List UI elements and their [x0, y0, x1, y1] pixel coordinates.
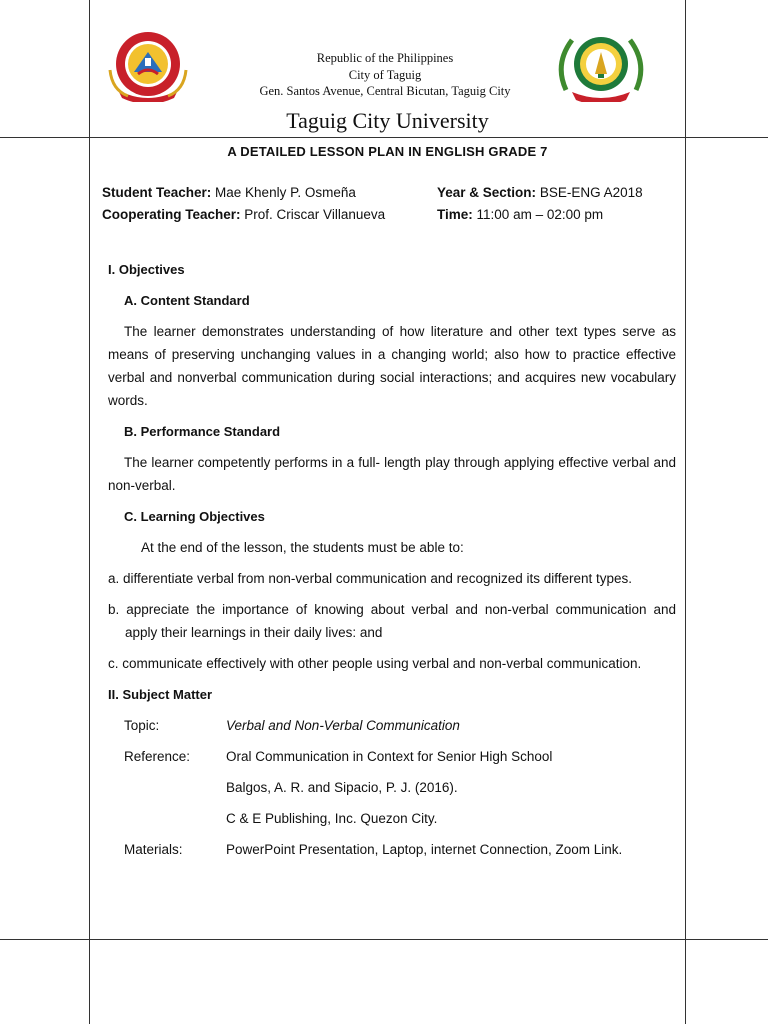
class-info: [437, 182, 643, 226]
student-teacher-row: [102, 182, 385, 204]
learning-objectives-heading: C. Learning Objectives: [124, 509, 265, 524]
reference-line: Oral Communication in Context for Senior High School: [226, 749, 553, 764]
cooperating-teacher-value: Prof. Criscar Villanueva: [244, 207, 386, 222]
reference-label: Reference:: [124, 749, 191, 764]
student-teacher-value: Mae Khenly P. Osmeña: [215, 185, 356, 200]
institution-address-block: [200, 50, 570, 100]
reference-line: C & E Publishing, Inc. Quezon City.: [226, 811, 438, 826]
teacher-info: [102, 182, 385, 226]
topic-row: [108, 714, 676, 737]
year-section-label: Year & Section:: [437, 185, 537, 200]
reference-row: [108, 807, 676, 830]
time-label: Time:: [437, 207, 473, 222]
university-name: Taguig City University: [286, 108, 489, 133]
reference-row: [108, 745, 676, 768]
year-section-value: BSE-ENG A2018: [539, 185, 643, 200]
country-line: Republic of the Philippines: [316, 51, 454, 65]
cooperating-teacher-label: Cooperating Teacher:: [102, 207, 241, 222]
materials-label: Materials:: [124, 842, 183, 857]
subject-matter-heading: II. Subject Matter: [108, 687, 213, 702]
materials-value: PowerPoint Presentation, Laptop, internet Connection, Zoom Link.: [226, 842, 623, 857]
department-seal-logo: [552, 30, 650, 102]
reference-line: Balgos, A. R. and Sipacio, P. J. (2016).: [226, 780, 458, 795]
performance-standard-heading: B. Performance Standard: [124, 424, 281, 439]
content-standard-heading: A. Content Standard: [124, 293, 250, 308]
reference-row: [108, 776, 676, 799]
lesson-plan-body: [108, 258, 676, 861]
materials-row: [108, 838, 676, 861]
footer-divider-line: [0, 939, 768, 940]
objectives-heading: I. Objectives: [108, 262, 185, 277]
document-title: A DETAILED LESSON PLAN IN ENGLISH GRADE 7: [227, 144, 548, 159]
topic-value: Verbal and Non-Verbal Communication: [226, 718, 460, 733]
header-divider-line: [0, 137, 768, 138]
city-line: City of Taguig: [348, 67, 422, 82]
university-seal-logo: [108, 30, 188, 102]
time-value: 11:00 am – 02:00 pm: [476, 207, 604, 222]
learning-objective-item: b. appreciate the importance of knowing about verbal and non-verbal communication and apply their learnings in their daily lives: and: [108, 602, 676, 640]
right-margin-line: [685, 0, 686, 1024]
address-line: Gen. Santos Avenue, Central Bicutan, Taguig City: [259, 84, 511, 98]
time-row: [437, 204, 643, 226]
content-standard-text: The learner demonstrates understanding of how literature and other text types serve as means of preserving unchanging values in a changing world; also how to practice effective verbal and nonverbal communication during social interactions; and acquires new vocabulary words.: [108, 324, 676, 408]
year-section-row: [437, 182, 643, 204]
topic-label: Topic:: [124, 718, 160, 733]
learning-objective-item: c. communicate effectively with other people using verbal and non-verbal communication.: [108, 656, 642, 671]
performance-standard-text: The learner competently performs in a full- length play through applying effective verbal and non-verbal.: [108, 455, 676, 493]
cooperating-teacher-row: [102, 204, 385, 226]
learning-objective-item: a. differentiate verbal from non-verbal communication and recognized its different types.: [108, 571, 633, 586]
learning-objectives-lead: At the end of the lesson, the students must be able to:: [141, 540, 464, 555]
student-teacher-label: Student Teacher:: [102, 185, 212, 200]
